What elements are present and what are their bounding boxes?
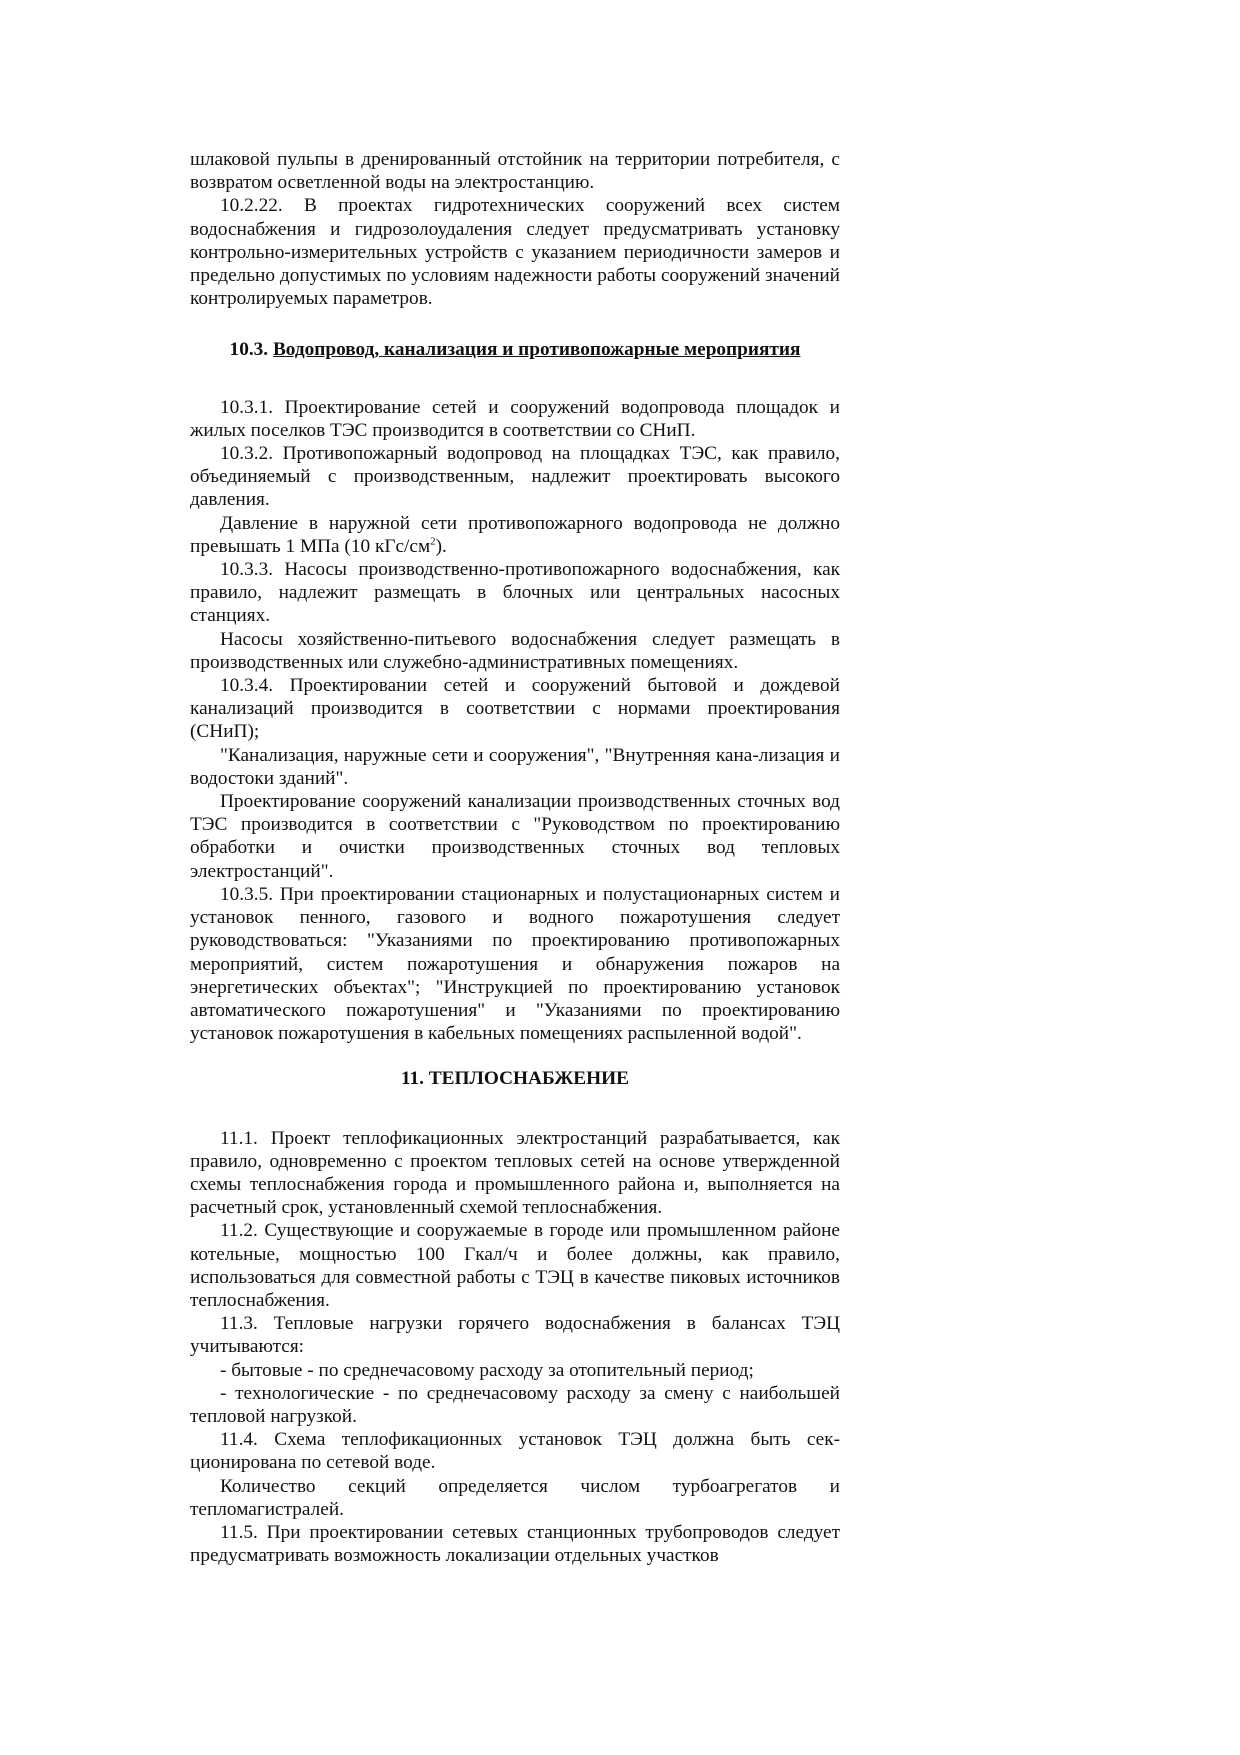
paragraph-11-2: 11.2. Существующие и сооружаемые в городе или промышленном районе котельные, мощностью 100 Гкал/ч и более должны, как правило, использоваться для совместной работы с ТЭЦ в качестве пиковых источников теплоснабжения. [190, 1220, 840, 1311]
paragraph-11-3: 11.3. Тепловые нагрузки горячего водоснабжения в балансах ТЭЦ учитываются: [190, 1313, 840, 1358]
section-number: 10.3. [229, 339, 269, 361]
paragraph-sewage-norms: "Канализация, наружные сети и сооружения", "Внутренняя кана-лизация и водостоки зданий". [190, 744, 840, 789]
paragraph-11-5: 11.5. При проектировании сетевых станционных трубопроводов следует предусматривать возможность локализации отдельных участков [190, 1521, 840, 1567]
list-item-domestic: - бытовые - по среднечасовому расходу за отопительный период; [220, 1359, 754, 1381]
paragraph-continuation: шлаковой пульпы в дренированный отстойник на территории потребителя, с возвратом осветленной воды на электростанцию. [190, 149, 840, 194]
paragraph-10-2-22: 10.2.22. В проектах гидротехнических сооружений всех систем водоснабжения и гидрозолоудаления следует предусматривать установку контрольно-измерительных устройств с указанием периодичности замеров и предельно допустимых по условиям надежности работы сооружений значений контролируемых параметров. [190, 195, 840, 310]
paragraph-10-3-1: 10.3.1. Проектирование сетей и сооружений водопровода площадок и жилых поселков ТЭС производится в соответствии со СНиП. [190, 396, 840, 441]
paragraph-10-3-3: 10.3.3. Насосы производственно-противопожарного водоснабжения, как правило, надлежит размещать в блочных или центральных насосных станциях. [190, 559, 840, 627]
superscript-2: 2 [430, 535, 436, 548]
paragraph-11-4: 11.4. Схема теплофикационных установок ТЭЦ должна быть сек-ционирована по сетевой воде. [190, 1429, 840, 1474]
paragraph-10-3-5: 10.3.5. При проектировании стационарных и полустационарных систем и установок пенного, газового и водного пожаротушения следует руководствоваться: "Указаниями по проектированию противопожарных мероприятий, систем пожаротушения и обнаружения пожаров на энергетических объектах"; "Инструкцией по проектированию установок автоматического пожаротушения" и "Указаниями по проектированию установок пожаротушения в кабельных помещениях распыленной водой". [190, 883, 840, 1045]
section-title: Водопровод, канализация и противопожарные мероприятия [272, 339, 801, 361]
pressure-text: Давление в наружной сети противопожарного водопровода не должно превышать 1 МПа (10 кГс/см [190, 512, 840, 557]
paragraph-10-3-4: 10.3.4. Проектировании сетей и сооружений бытовой и дождевой канализаций производится в соответствии с нормами проектирования (СНиП); [190, 675, 840, 743]
paragraph-sections-count: Количество секций определяется числом турбоагрегатов и тепломагистралей. [190, 1475, 840, 1520]
paragraph-10-3-2: 10.3.2. Противопожарный водопровод на площадках ТЭС, как правило, объединяемый с производственным, надлежит проектировать высокого давления. [190, 443, 840, 511]
paragraph-pumps: Насосы хозяйственно-питьевого водоснабжения следует размещать в производственных или служебно-административных помещениях. [190, 628, 840, 673]
pressure-text-end: ). [435, 535, 447, 557]
list-item-technological: - технологические - по среднечасовому расходу за смену с наибольшей тепловой нагрузкой. [190, 1382, 840, 1427]
section-heading-10-3 [190, 338, 840, 361]
paragraph-pressure [190, 512, 840, 558]
paragraph-11-1: 11.1. Проект теплофикационных электростанций разрабатывается, как правило, одновременно с проектом тепловых сетей на основе утвержденной схемы теплоснабжения города и промышленного района и, выполняется на расчетный срок, установленный схемой теплоснабжения. [190, 1127, 840, 1219]
chapter-heading-11: 11. ТЕПЛОСНАБЖЕНИЕ [400, 1068, 630, 1090]
document-page [190, 148, 840, 1567]
paragraph-sewage-design: Проектирование сооружений канализации производственных сточных вод ТЭС производится в соответствии с "Руководством по проектированию обработки и очистки производственных сточных вод тепловых электростанций". [190, 791, 840, 882]
